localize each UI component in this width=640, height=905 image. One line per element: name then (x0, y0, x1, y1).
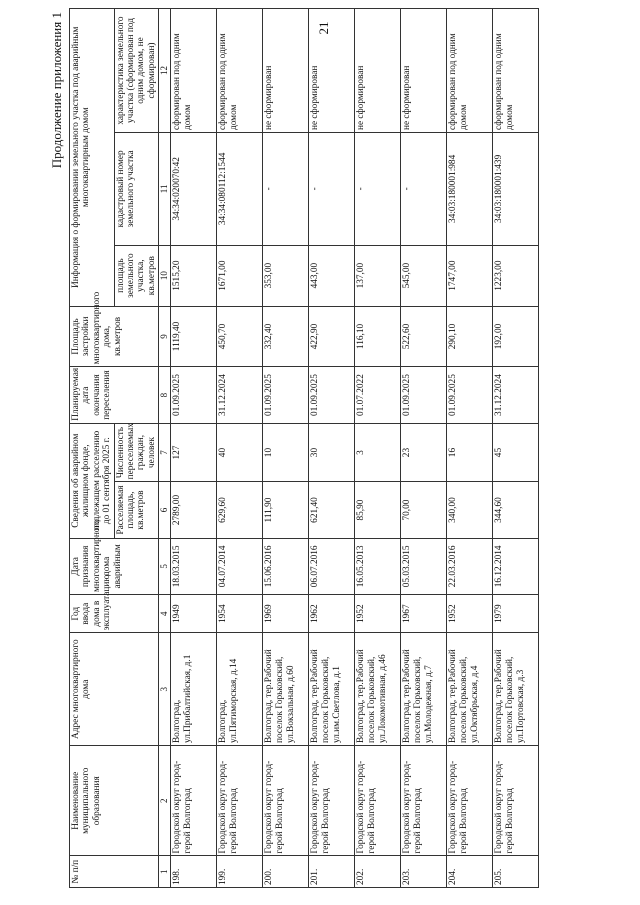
column-number: 8 (159, 367, 171, 423)
resettled-area-cell: 85,90 (355, 482, 401, 538)
land-characteristic-cell: не сформирован (309, 9, 355, 133)
header-land-characteristic: характеристика земельного участка (сформирован под одним домом, не сформирован) (114, 9, 159, 133)
cadastral-number-cell: - (263, 133, 309, 246)
resettled-people-cell: 30 (309, 423, 355, 482)
planned-date-cell: 01.09.2025 (401, 367, 447, 423)
row-number: 199. (217, 856, 263, 888)
emergency-housing-table (69, 8, 539, 888)
year-cell: 1967 (401, 595, 447, 633)
address-cell: Волгоград, тер.Рабочий поселок Горьковский, ул.Портовская, д.3 (493, 633, 539, 746)
land-area-cell: 1747,00 (447, 245, 493, 306)
column-number: 9 (159, 306, 171, 367)
column-number: 6 (159, 482, 171, 538)
municipality-cell: Городской округ город-герой Волгоград (355, 746, 401, 856)
resettled-area-cell: 629,60 (217, 482, 263, 538)
row-number: 203. (401, 856, 447, 888)
resettled-area-cell: 2789,00 (171, 482, 217, 538)
column-number: 10 (159, 245, 171, 306)
header-land-plot-group: Информация о формировании земельного участка под аварийным многоквартирным домом (70, 9, 115, 307)
cadastral-number-cell: 34:03:180001:439 (493, 133, 539, 246)
municipality-cell: Городской округ город-герой Волгоград (401, 746, 447, 856)
resettled-people-cell: 127 (171, 423, 217, 482)
land-area-cell: 1515,20 (171, 245, 217, 306)
land-characteristic-cell: сформирован под одним домом (171, 9, 217, 133)
recognition-date-cell: 05.03.2015 (401, 538, 447, 594)
row-number: 198. (171, 856, 217, 888)
header-building-area: Площадь застройки многоквартирного дома, кв.метров (70, 306, 159, 367)
building-area-cell: 450,70 (217, 306, 263, 367)
table-row (401, 9, 447, 888)
header-municipality: Наименование муниципального образования (70, 746, 159, 856)
appendix-title: Продолжение приложения 1 (49, 12, 64, 169)
address-cell: Волгоград, ул.Пятиморская, д.14 (217, 633, 263, 746)
header-recognition-date: Дата признания многоквартирного дома аварийным (70, 538, 159, 594)
address-cell: Волгоград, тер.Рабочий поселок Горьковский, ул.Молодежная, д.7 (401, 633, 447, 746)
resettled-people-cell: 16 (447, 423, 493, 482)
land-area-cell: 137,00 (355, 245, 401, 306)
address-cell: Волгоград, тер.Рабочий поселок Горьковский, ул.Локомотивная, д.46 (355, 633, 401, 746)
address-cell: Волгоград, тер.Рабочий поселок Горьковский, ул.Октябрьская, д.4 (447, 633, 493, 746)
building-area-cell: 332,40 (263, 306, 309, 367)
building-area-cell: 1119,40 (171, 306, 217, 367)
municipality-cell: Городской округ город-герой Волгоград (263, 746, 309, 856)
year-cell: 1954 (217, 595, 263, 633)
resettled-area-cell: 70,00 (401, 482, 447, 538)
recognition-date-cell: 04.07.2014 (217, 538, 263, 594)
municipality-cell: Городской округ город-герой Волгоград (493, 746, 539, 856)
planned-date-cell: 01.09.2025 (263, 367, 309, 423)
address-cell: Волгоград, ул.Прибалтийская, д.1 (171, 633, 217, 746)
column-numbers-row (159, 9, 171, 888)
column-number: 11 (159, 133, 171, 246)
row-number: 200. (263, 856, 309, 888)
planned-date-cell: 01.09.2025 (309, 367, 355, 423)
planned-date-cell: 01.09.2025 (171, 367, 217, 423)
table-row (309, 9, 355, 888)
resettled-people-cell: 40 (217, 423, 263, 482)
land-area-cell: 443,00 (309, 245, 355, 306)
recognition-date-cell: 16.05.2013 (355, 538, 401, 594)
year-cell: 1979 (493, 595, 539, 633)
land-characteristic-cell: не сформирован (263, 9, 309, 133)
municipality-cell: Городской округ город-герой Волгоград (171, 746, 217, 856)
column-number: 7 (159, 423, 171, 482)
table-row (217, 9, 263, 888)
header-address: Адрес многоквартирного дома (70, 633, 159, 746)
municipality-cell: Городской округ город-герой Волгоград (447, 746, 493, 856)
recognition-date-cell: 15.06.2016 (263, 538, 309, 594)
cadastral-number-cell: - (309, 133, 355, 246)
row-number: 201. (309, 856, 355, 888)
header-planned-date: Планируемая дата окончания переселения (70, 367, 159, 423)
municipality-cell: Городской округ город-герой Волгоград (217, 746, 263, 856)
year-cell: 1962 (309, 595, 355, 633)
recognition-date-cell: 16.12.2014 (493, 538, 539, 594)
cadastral-number-cell: - (355, 133, 401, 246)
land-area-cell: 1671,00 (217, 245, 263, 306)
planned-date-cell: 01.07.2022 (355, 367, 401, 423)
resettled-people-cell: 23 (401, 423, 447, 482)
building-area-cell: 422,90 (309, 306, 355, 367)
municipality-cell: Городской округ город-герой Волгоград (309, 746, 355, 856)
column-number: 3 (159, 633, 171, 746)
rotated-sheet (47, 8, 587, 888)
land-characteristic-cell: сформирован под одним домом (493, 9, 539, 133)
table-row (493, 9, 539, 888)
land-area-cell: 353,00 (263, 245, 309, 306)
resettled-people-cell: 10 (263, 423, 309, 482)
page-number: 21 (316, 21, 331, 35)
recognition-date-cell: 18.03.2015 (171, 538, 217, 594)
table-body (171, 9, 539, 888)
table-row (447, 9, 493, 888)
table-row (263, 9, 309, 888)
year-cell: 1969 (263, 595, 309, 633)
header-resettled-people: Численность переселяемых граждан, человек (114, 423, 159, 482)
column-number: 5 (159, 538, 171, 594)
address-cell: Волгоград, тер.Рабочий поселок Горьковский, ул.им.Светлова, д.1 (309, 633, 355, 746)
column-number: 1 (159, 856, 171, 888)
recognition-date-cell: 22.03.2016 (447, 538, 493, 594)
building-area-cell: 192,00 (493, 306, 539, 367)
row-number: 205. (493, 856, 539, 888)
cadastral-number-cell: 34:34:080112:1544 (217, 133, 263, 246)
header-land-area: площадь земельного участка, кв.метров (114, 245, 159, 306)
header-emergency-fund-group: Сведения об аварийном жилищном фонде, подлежащем расселению до 01 сентября 2025 г. (70, 423, 115, 538)
land-area-cell: 1223,00 (493, 245, 539, 306)
building-area-cell: 290,10 (447, 306, 493, 367)
column-number: 4 (159, 595, 171, 633)
resettled-people-cell: 45 (493, 423, 539, 482)
table-row (355, 9, 401, 888)
year-cell: 1952 (447, 595, 493, 633)
row-number: 204. (447, 856, 493, 888)
land-characteristic-cell: сформирован под одним домом (217, 9, 263, 133)
resettled-area-cell: 111,90 (263, 482, 309, 538)
address-cell: Волгоград, тер.Рабочий поселок Горьковский, ул.Вокзальная, д.60 (263, 633, 309, 746)
header-resettled-area: Расселяемая площадь, кв.метров (114, 482, 159, 538)
building-area-cell: 116,10 (355, 306, 401, 367)
resettled-area-cell: 344,60 (493, 482, 539, 538)
table-row (171, 9, 217, 888)
land-characteristic-cell: сформирован под одним домом (447, 9, 493, 133)
header-year: Год ввода дома в эксплуатацию (70, 595, 159, 633)
recognition-date-cell: 06.07.2016 (309, 538, 355, 594)
planned-date-cell: 31.12.2024 (217, 367, 263, 423)
cadastral-number-cell: 34:03:180001:984 (447, 133, 493, 246)
column-number: 12 (159, 9, 171, 133)
land-characteristic-cell: не сформирован (355, 9, 401, 133)
column-number: 2 (159, 746, 171, 856)
year-cell: 1952 (355, 595, 401, 633)
resettled-area-cell: 340,00 (447, 482, 493, 538)
cadastral-number-cell: 34:34:020070:42 (171, 133, 217, 246)
header-cadastral-number: кадастровый номер земельного участка (114, 133, 159, 246)
cadastral-number-cell: - (401, 133, 447, 246)
resettled-people-cell: 3 (355, 423, 401, 482)
planned-date-cell: 31.12.2024 (493, 367, 539, 423)
resettled-area-cell: 621,40 (309, 482, 355, 538)
land-characteristic-cell: не сформирован (401, 9, 447, 133)
building-area-cell: 522,60 (401, 306, 447, 367)
land-area-cell: 545,00 (401, 245, 447, 306)
year-cell: 1949 (171, 595, 217, 633)
row-number: 202. (355, 856, 401, 888)
planned-date-cell: 01.09.2025 (447, 367, 493, 423)
header-number: № п/п (70, 856, 159, 888)
